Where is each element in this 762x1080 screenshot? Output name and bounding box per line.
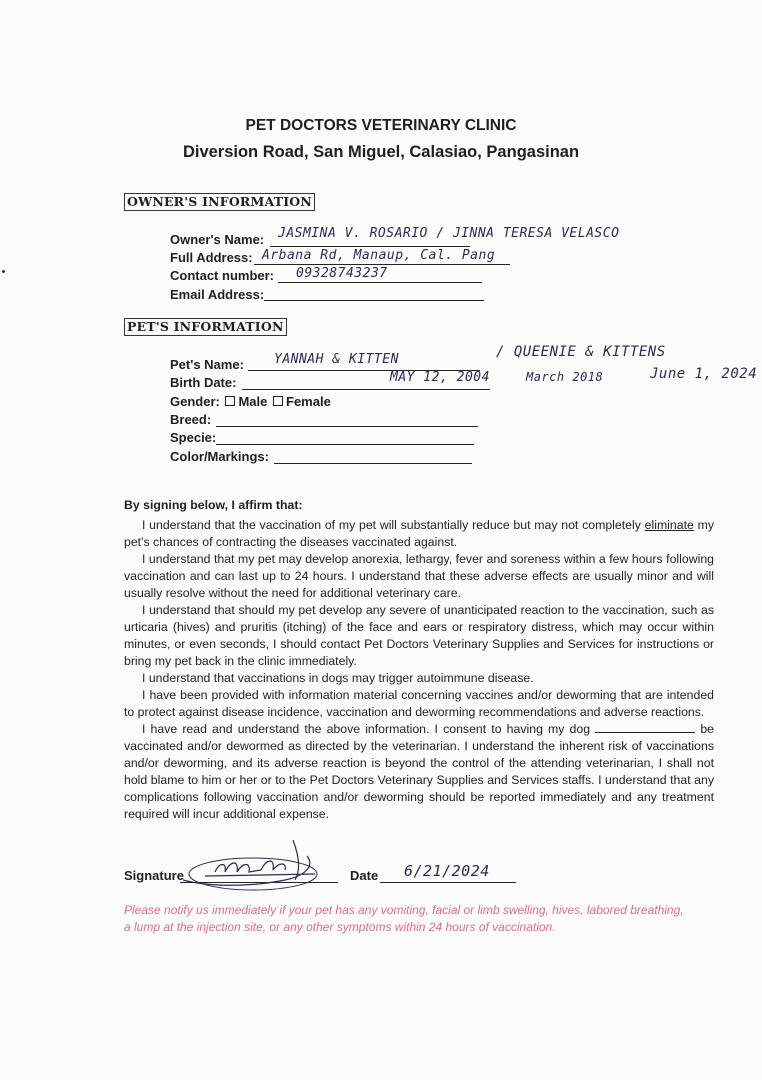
clinic-name: PET DOCTORS VETERINARY CLINIC [245,117,517,134]
male-checkbox[interactable] [225,396,235,406]
consent-p2: I understand that my pet may develop anorexia, lethargy, fever and soreness within a few hours following vaccination and can last up to 24 hours. I understand that these adverse effects are usually minor and will usually resolve without the need for additional veterinary care. [124,552,714,600]
contact-line [278,282,482,283]
specie-label: Specie: [170,430,217,445]
date-line [380,882,516,883]
signature-scribble [175,836,335,896]
pet-name-label: Pet's Name: [170,357,244,372]
specie-line[interactable] [216,444,474,445]
female-label: Female [286,394,331,409]
date-label: Date [350,868,379,883]
gender-label: Gender: [170,394,220,409]
pet-name-value-2[interactable]: / QUEENIE & KITTENS [496,344,666,360]
email-line [264,300,484,301]
pet-name-value[interactable]: YANNAH & KITTEN [274,352,399,367]
birth-date-value-2[interactable]: March 2018 [526,370,604,384]
birth-date-label: Birth Date: [170,375,237,390]
address-line [254,264,510,265]
breed-line[interactable] [216,426,478,427]
footer-note: Please notify us immediately if your pet has any vomiting, facial or limb swelling, hives, labored breathing, a lump at the injection site, or any other symptoms within 24 hours of vaccination. [124,903,684,934]
scan-dot [2,270,5,273]
gender-row [170,394,331,410]
birth-date-line [242,389,490,390]
owner-name-value[interactable]: JASMINA V. ROSARIO / JINNA TERESA VELASCO [278,226,620,241]
female-checkbox[interactable] [273,396,283,406]
consent-text [124,497,714,823]
consent-p3: I understand that should my pet develop any severe of unanticipated reaction to the vaccination, such as urticaria (hives) and pruritis (itching) of the face and ears or respiratory distress, which may occur within minutes, or even seconds, I should contact Pet Doctors Veterinary Supplies and Services for instructions or bring my pet back in the clinic immediately. [124,603,714,668]
consent-p6: I have read and understand the above information. I consent to having my dog be vaccinated and/or dewormed as directed by the veterinarian. I understand the inherent risk of vaccinations and/or deworming, and its adverse reaction is beyond the control of the attending veterinarian, I shall not hold blame to him or her or to the Pet Doctors Veterinary Supplies and Services staffs. I understand that any complications following vaccination and/or deworming should be reported immediately and any treatment required will incur additional expense. [124,722,714,821]
color-line[interactable] [274,463,472,464]
date-value[interactable]: 6/21/2024 [404,862,490,880]
consent-heading: By signing below, I affirm that: [124,498,303,512]
owner-section-title: OWNER'S INFORMATION [124,193,315,211]
consent-p1: I understand that the vaccination of my pet will substantially reduce but may not completely eliminate my pet's chances of contracting the diseases vaccinated against. [124,518,715,549]
birth-date-value-3[interactable]: June 1, 2024 [650,366,758,382]
owner-name-label: Owner's Name: [170,232,265,247]
contact-label: Contact number: [170,268,274,283]
address-value[interactable]: Arbana Rd, Manaup, Cal. Pang [262,248,496,263]
eliminate-word: eliminate [644,518,694,532]
male-label: Male [238,394,268,409]
consent-p4: I understand that vaccinations in dogs may trigger autoimmune disease. [142,671,534,685]
birth-date-value[interactable]: MAY 12, 2004 [390,370,490,385]
consent-p5: I have been provided with information material concerning vaccines and/or deworming that are intended to protect against disease incidence, vaccination and deworming recommendations and adverse reactions. [124,688,714,719]
signature-label: Signature [124,868,184,883]
breed-label: Breed: [170,412,212,427]
address-label: Full Address: [170,250,253,265]
contact-value[interactable]: 09328743237 [296,266,388,281]
clinic-address: Diversion Road, San Miguel, Calasiao, Pangasinan [182,143,580,161]
owner-name-line [270,246,470,247]
dog-name-blank[interactable] [595,722,695,733]
email-label: Email Address: [170,287,265,302]
pet-section-title: PET'S INFORMATION [124,318,287,336]
color-label: Color/Markings: [170,449,269,464]
